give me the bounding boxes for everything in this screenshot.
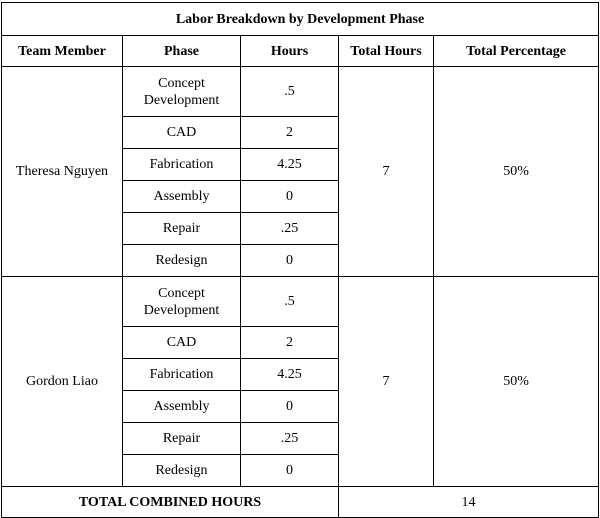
hours-cell: 4.25 [241, 359, 339, 391]
hours-cell: .5 [241, 67, 339, 117]
header-hours: Hours [241, 36, 339, 67]
header-team-member: Team Member [2, 36, 123, 67]
phase-cell: Concept Development [123, 67, 241, 117]
hours-cell: 0 [241, 181, 339, 213]
hours-cell: .25 [241, 423, 339, 455]
hours-cell: 2 [241, 327, 339, 359]
member-name-cell: Theresa Nguyen [2, 67, 123, 277]
table-title: Labor Breakdown by Development Phase [2, 3, 599, 36]
total-combined-value: 14 [339, 487, 599, 518]
phase-cell: CAD [123, 327, 241, 359]
phase-cell: CAD [123, 117, 241, 149]
phase-cell: Assembly [123, 391, 241, 423]
member-name-cell: Gordon Liao [2, 277, 123, 487]
total-percentage-cell: 50% [434, 277, 599, 487]
hours-cell: 4.25 [241, 149, 339, 181]
hours-cell: 0 [241, 455, 339, 487]
phase-cell: Redesign [123, 245, 241, 277]
header-total-percentage: Total Percentage [434, 36, 599, 67]
phase-cell: Redesign [123, 455, 241, 487]
labor-breakdown-table [1, 2, 599, 518]
total-hours-cell: 7 [339, 277, 434, 487]
total-combined-label: TOTAL COMBINED HOURS [2, 487, 339, 518]
phase-cell: Fabrication [123, 359, 241, 391]
hours-cell: .5 [241, 277, 339, 327]
title-row [2, 3, 599, 36]
header-phase: Phase [123, 36, 241, 67]
phase-cell: Repair [123, 213, 241, 245]
hours-cell: 2 [241, 117, 339, 149]
hours-cell: .25 [241, 213, 339, 245]
phase-cell: Assembly [123, 181, 241, 213]
header-total-hours: Total Hours [339, 36, 434, 67]
phase-cell: Repair [123, 423, 241, 455]
total-hours-cell: 7 [339, 67, 434, 277]
header-row [2, 36, 599, 67]
total-row [2, 487, 599, 518]
hours-cell: 0 [241, 391, 339, 423]
phase-cell: Concept Development [123, 277, 241, 327]
total-percentage-cell: 50% [434, 67, 599, 277]
hours-cell: 0 [241, 245, 339, 277]
phase-cell: Fabrication [123, 149, 241, 181]
table-row [2, 67, 599, 117]
table-row [2, 277, 599, 327]
